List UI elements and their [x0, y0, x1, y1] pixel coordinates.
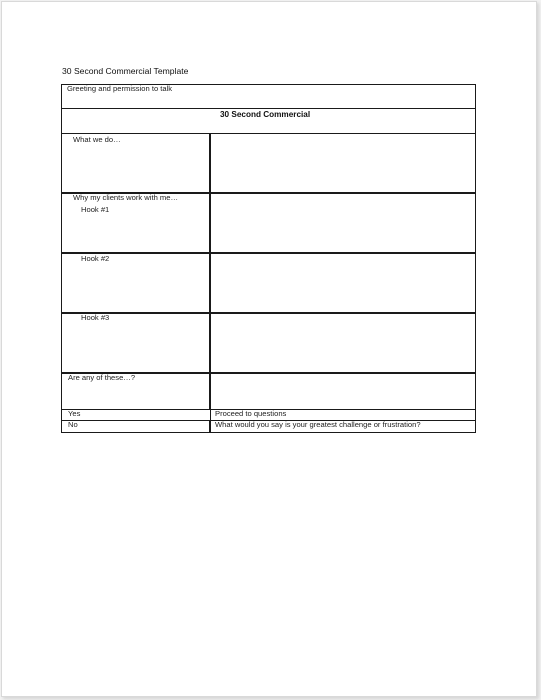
answer-yes-response: Proceed to questions	[215, 409, 287, 418]
row-label-cell	[61, 312, 211, 374]
answer-yes-label: Yes	[68, 409, 81, 418]
row-sublabel: Hook #1	[81, 205, 110, 214]
answer-response-cell	[209, 420, 476, 433]
answer-label-cell	[61, 420, 211, 433]
row-response-cell	[209, 372, 476, 410]
row-label-cell	[61, 133, 211, 194]
row-response-cell	[209, 133, 476, 194]
row-label: Are any of these…?	[68, 373, 136, 382]
row-response-cell	[209, 192, 476, 254]
row-response-cell	[209, 252, 476, 314]
row-label: Why my clients work with me…	[73, 193, 179, 202]
row-sublabel: Hook #2	[81, 254, 110, 263]
row-label-cell	[61, 192, 211, 254]
greeting-label: Greeting and permission to talk	[67, 84, 173, 93]
row-label: What we do…	[73, 135, 121, 144]
row-label-cell	[61, 252, 211, 314]
answer-no-label: No	[68, 420, 78, 429]
row-response-cell	[209, 312, 476, 374]
greeting-cell	[61, 84, 476, 109]
answer-no-response: What would you say is your greatest challenge or frustration?	[215, 420, 421, 429]
section-header-cell	[61, 108, 476, 134]
section-header: 30 Second Commercial	[220, 110, 311, 119]
document-title: 30 Second Commercial Template	[62, 66, 189, 76]
row-label-cell	[61, 372, 211, 410]
row-sublabel: Hook #3	[81, 313, 110, 322]
